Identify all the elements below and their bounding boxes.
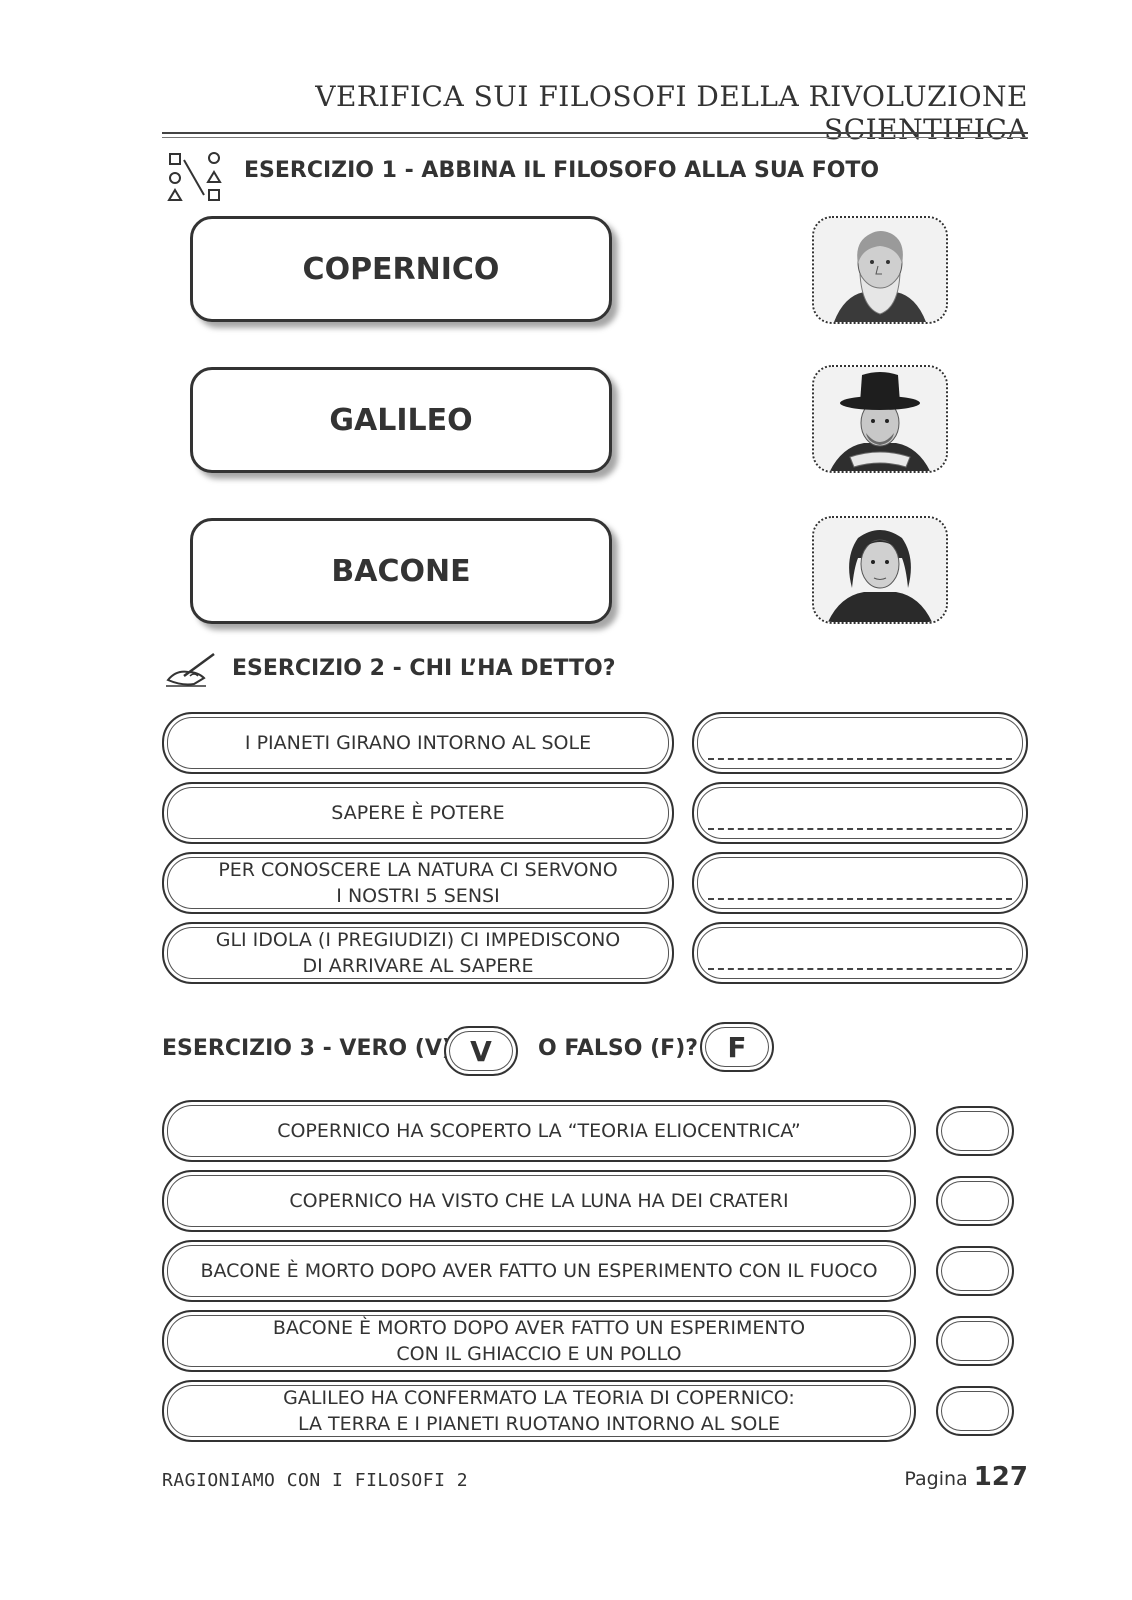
writing-hand-icon (164, 650, 220, 690)
vf-answer-box-5[interactable] (936, 1386, 1014, 1436)
statement-box-5: GALILEO HA CONFERMATO LA TEORIA DI COPERNICO: LA TERRA E I PIANETI RUOTANO INTORNO AL SOLE (162, 1380, 916, 1442)
page-title: VERIFICA SUI FILOSOFI DELLA RIVOLUZIONE SCIENTIFICA (315, 80, 1028, 146)
footer-page-number (904, 1462, 1028, 1492)
photo-3-portrait[interactable] (812, 516, 948, 624)
answer-field-4[interactable] (692, 922, 1028, 984)
vf-answer-box-1[interactable] (936, 1106, 1014, 1156)
name-card-galileo[interactable]: GALILEO (190, 367, 612, 473)
name-card-copernico[interactable]: COPERNICO (190, 216, 612, 322)
header-rule (162, 132, 1028, 134)
vf-answer-box-4[interactable] (936, 1316, 1014, 1366)
exercise3-heading-part2: O FALSO (F)? (538, 1036, 699, 1061)
quote-box-1: I PIANETI GIRANO INTORNO AL SOLE (162, 712, 674, 774)
statement-box-2: COPERNICO HA VISTO CHE LA LUNA HA DEI CRATERI (162, 1170, 916, 1232)
exercise1-heading: ESERCIZIO 1 - ABBINA IL FILOSOFO ALLA SUA FOTO (244, 158, 880, 183)
badge-vero: V (444, 1026, 518, 1076)
photo-1-portrait[interactable] (812, 216, 948, 324)
vf-answer-box-3[interactable] (936, 1246, 1014, 1296)
quote-box-2: SAPERE È POTERE (162, 782, 674, 844)
vf-answer-box-2[interactable] (936, 1176, 1014, 1226)
page-number: 127 (973, 1462, 1028, 1492)
quote-box-3: PER CONOSCERE LA NATURA CI SERVONO I NOSTRI 5 SENSI (162, 852, 674, 914)
exercise3-heading-part1: ESERCIZIO 3 - VERO (V) (162, 1036, 452, 1061)
statement-box-1: COPERNICO HA SCOPERTO LA “TEORIA ELIOCENTRICA” (162, 1100, 916, 1162)
photo-2-portrait[interactable] (812, 365, 948, 473)
name-card-bacone[interactable]: BACONE (190, 518, 612, 624)
statement-box-4: BACONE È MORTO DOPO AVER FATTO UN ESPERIMENTO CON IL GHIACCIO E UN POLLO (162, 1310, 916, 1372)
exercise2-heading: ESERCIZIO 2 - CHI L’HA DETTO? (232, 656, 616, 681)
header-rule-thin (162, 137, 1028, 138)
quote-box-4: GLI IDOLA (I PREGIUDIZI) CI IMPEDISCONO DI ARRIVARE AL SAPERE (162, 922, 674, 984)
page-label: Pagina (904, 1468, 968, 1490)
footer-book-title: RAGIONIAMO CON I FILOSOFI 2 (162, 1470, 469, 1491)
statement-box-3: BACONE È MORTO DOPO AVER FATTO UN ESPERIMENTO CON IL FUOCO (162, 1240, 916, 1302)
answer-field-1[interactable] (692, 712, 1028, 774)
badge-falso: F (700, 1022, 774, 1072)
answer-field-3[interactable] (692, 852, 1028, 914)
match-shapes-icon (166, 150, 224, 206)
answer-field-2[interactable] (692, 782, 1028, 844)
